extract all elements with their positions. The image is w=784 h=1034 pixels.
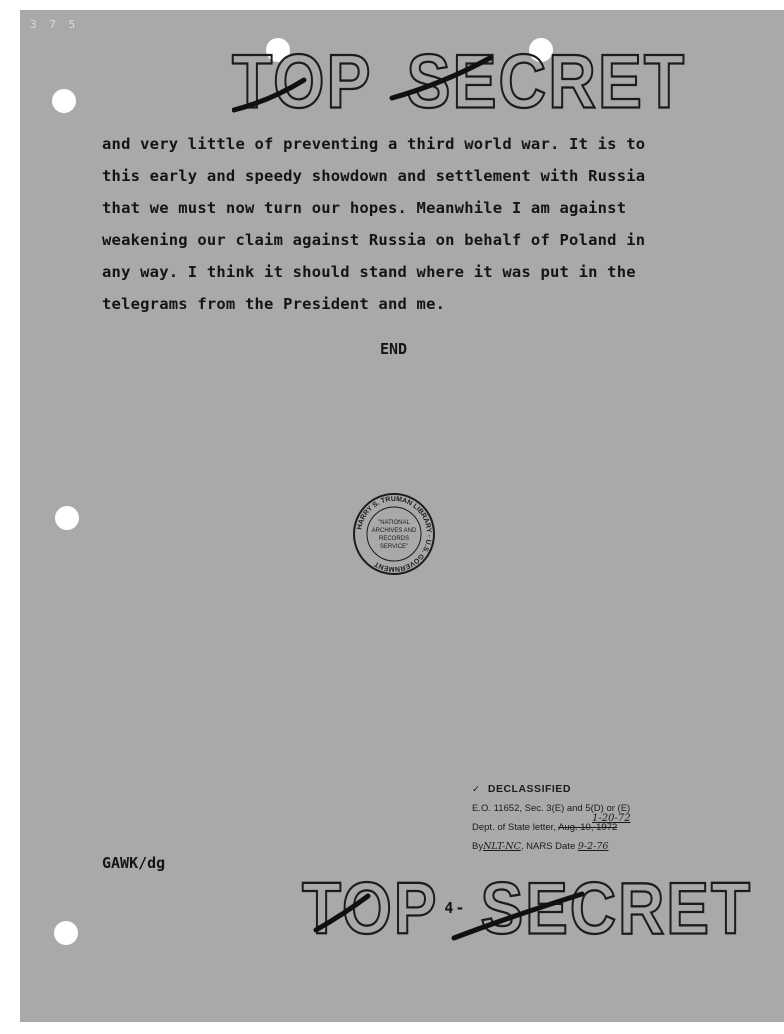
body-line: weakening our claim against Russia on behalf of Poland in	[102, 231, 646, 249]
typist-initials: GAWK/dg	[102, 854, 166, 872]
declass-authority: E.O. 11652, Sec. 3(E) and 5(D) or (E)	[472, 803, 631, 814]
stamp-word-top: TOP	[232, 38, 373, 124]
stamp-page-mark: 4-	[444, 899, 467, 917]
seal-center-line: "NATIONAL	[378, 520, 410, 526]
declassified-title: DECLASSIFIED	[487, 783, 571, 795]
archive-seal	[352, 492, 436, 576]
body-line: telegrams from the President and me.	[102, 295, 446, 313]
seal-center-line: ARCHIVES AND	[371, 528, 417, 534]
declass-nars-date-handwritten: 9-2-76	[577, 841, 609, 852]
body-line: this early and speedy showdown and settlement with Russia	[102, 167, 646, 185]
stamp-word-secret: SECRET	[406, 38, 687, 124]
declass-nars-label: , NARS Date	[520, 841, 576, 852]
declass-by-label: By	[472, 841, 484, 852]
seal-center-line: SERVICE"	[379, 544, 409, 550]
declass-letter-date-struck: Aug. 10, 1972	[558, 822, 618, 833]
declass-letter-label: Dept. of State letter,	[472, 822, 556, 833]
seal-center-line: RECORDS	[378, 536, 410, 542]
punch-hole-middle-left	[55, 506, 79, 530]
body-line: any way. I think it should stand where it was put in the	[102, 263, 636, 281]
declassification-stamp	[472, 780, 702, 856]
punch-hole-bottom-left	[54, 921, 78, 945]
check-icon: ✓	[472, 784, 480, 795]
stamp-strikethrough-marks	[232, 38, 562, 124]
body-line: that we must now turn our hopes. Meanwhile I am against	[102, 199, 627, 217]
stamp-strikethrough-marks	[302, 866, 632, 950]
stamp-word-secret: SECRET	[480, 866, 753, 950]
corner-note: 3 7 5	[30, 18, 79, 31]
end-mark: END	[380, 340, 408, 358]
top-secret-stamp-top	[232, 38, 687, 124]
punch-hole-top-left	[52, 89, 76, 113]
top-secret-stamp-bottom	[302, 866, 753, 950]
letter-body	[102, 128, 682, 320]
seal-ring-text: HARRY S. TRUMAN LIBRARY · U.S. GOVERNMENT	[356, 495, 433, 573]
stamp-word-top: TOP	[302, 866, 439, 950]
declass-by-handwritten: NLT-NC	[483, 841, 521, 852]
declass-letter-date-handwritten: 1-20-72	[592, 813, 631, 824]
body-line: and very little of preventing a third world war. It is to	[102, 135, 646, 153]
